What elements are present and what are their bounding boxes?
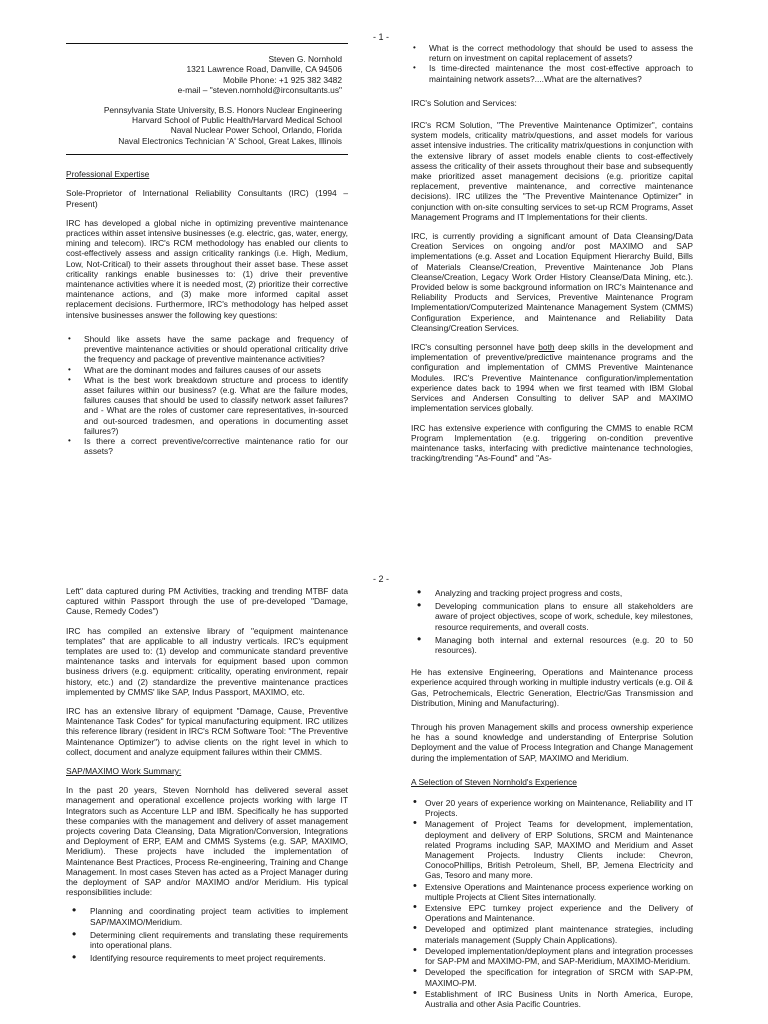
- continued-paragraph: Left" data captured during PM Activities, tracking and trending MTBF data captured within Passport through the use of pre-developed "Damage, Cause, Remedy Codes"): [66, 586, 348, 617]
- section-heading-professional-expertise: Professional Expertise: [66, 169, 150, 180]
- responsibilities-list-continued: [411, 588, 693, 655]
- list-item: • What is the correct methodology that should be used to assess the return on investment on capital replacement of assets?: [411, 43, 693, 63]
- list-item: • Establishment of IRC Business Units in North America, Europe, Australia and other Asia Pacific Countries.: [411, 989, 693, 1009]
- phone: Mobile Phone: +1 925 382 3482: [223, 74, 342, 85]
- page-number: - 2 -: [372, 574, 389, 584]
- list-item: • Developed implementation/deployment plans and integration processes for SAP-PM and MAXIMO-PM, and SAP-Meridium, MAXIMO-Meridium.: [411, 946, 693, 966]
- text-span: deep skills in the development and implementation of preventive/predictive maintenance programs and the configuration and implementation of CMMS Preventive Maintenance Modules. IRC's Preventive Maintenance configuration/implementation experience dates back to 1994 when we first teamed with IBM Global Services and Andersen Consulting to deliver SAP and MAXIMO implementation services globally.: [411, 342, 693, 414]
- list-item: • Is time-directed maintenance the most cost-effective approach to maintaining network assets?....What are the alternatives?: [411, 63, 693, 83]
- key-questions-list: [66, 334, 348, 456]
- intro-paragraph: IRC has developed a global niche in optimizing preventive maintenance practices within asset intensive businesses (e.g. electric, gas, water, energy, mining and telecom). IRC's RCM methodology has enabled our clients to cost-effectively assess and assign criticality rankings (i.e. High, Medium, Low, Not-Critical) to their assets throughout their asset base. These asset criticality rankings enable businesses to: (1) drive their preventive maintenance activities where it is needed most, (2) prioritize their corrective maintenance actions, and (3) make more informed capital asset replacement decisions. Furthermore, IRC's methodology has helped asset intensive businesses answer the following key questions:: [66, 217, 348, 320]
- list-item: • Developed and optimized plant maintenance strategies, including materials management (Supply Chain Applications).: [411, 924, 693, 944]
- list-item: • Analyzing and tracking project progress and costs,: [411, 588, 693, 598]
- key-questions-list-continued: [411, 43, 693, 84]
- paragraph: IRC's RCM Solution, "The Preventive Maintenance Optimizer", contains system models, criticality matrix/questions, and asset models for various asset intensive industries. The criticality matrix/questions in conjunction with the extensive library of asset models enable clients to cost-effectively assess the criticality of their assets throughout their base and subsequently make prioritized asset management decisions (e.g. prioritize capital replacement, preventive maintenance, and corrective maintenance decisions). IRC utilizes the "The Preventive Maintenance Optimizer" in conjunction with on-site consulting services to set-up RCM Programs, Asset Management Programs and IT Implementations for their clients.: [411, 120, 693, 222]
- list-item: • Is there a correct preventive/corrective maintenance ratio for our assets?: [66, 436, 348, 456]
- list-item: • What are the dominant modes and failures causes of our assets: [66, 365, 348, 375]
- text-span: IRC's consulting personnel have: [411, 342, 539, 353]
- list-item: • Management of Project Teams for development, implementation, deployment and delivery of ERP Solutions, SRCM and Maintenance related Programs including SAP, MAXIMO and Meridium and Asset Management Projects. Industry Clients include: Chevron, ConocoPhillips, British Petroleum, Shell, BP, Jemena Electricity and Gas, Tesoro and many more.: [411, 819, 693, 880]
- list-item: • Extensive Operations and Maintenance process experience working on multiple Projects at Client Sites internationally.: [411, 882, 693, 902]
- list-item: • Developed the specification for integration of SRCM with SAP-PM, MAXIMO-PM.: [411, 967, 693, 987]
- role-line: Sole-Proprietor of International Reliability Consultants (IRC) (1994 – Present): [66, 188, 348, 209]
- paragraph: IRC has extensive experience with configuring the CMMS to enable RCM Program Implementation (e.g. triggering on-condition preventive maintenance tasks, interfacing with predictive maintenance technologies, tracking/trending "As-Found" and "As-: [411, 422, 693, 464]
- responsibilities-list: [66, 906, 348, 963]
- header-rule-bottom: [66, 154, 348, 155]
- education-item: Pennsylvania State University, B.S. Honors Nuclear Engineering: [103, 104, 342, 115]
- list-item: • Developing communication plans to ensure all stakeholders are aware of project objectives, scope of work, schedule, key milestones, resource requirements, and overall costs.: [411, 601, 693, 632]
- paragraph: In the past 20 years, Steven Nornhold has delivered several asset management and operational excellence projects working with large IT Integrators such as Accenture LLP and IBM. Specifically he has supported these companies with the management and delivery of asset management projects covering Data Cleansing, Data Migration/Conversion, Integrations and Deployment of ERP, EAM and CMMS Systems (e.g. SAP, MAXIMO, Meridium). These projects have included the implementation of Maintenance Best Practices, Process Re-engineering, Training and Change Management. In most cases Steven has acted as a Project Manager during the deployment of SAP and/or MAXIMO and/or Meridium. His typical responsibilities include:: [66, 785, 348, 898]
- list-item: • Should like assets have the same package and frequency of preventive maintenance activities or should operational criticality drive the frequency and package of preventive maintenance activities?: [66, 334, 348, 365]
- paragraph: IRC has an extensive library of equipment "Damage, Cause, Preventive Maintenance Task Codes" for typical manufacturing equipment. IRC utilizes this reference library (resident in IRC's RCM Software Tool: "The Preventive Maintenance Optimizer") to advise clients on the right level in which to collect, document and analyze equipment failures within their CMMS.: [66, 706, 348, 757]
- list-item: • Managing both internal and external resources (e.g. 20 to 50 resources).: [411, 635, 693, 655]
- contact-block: [66, 54, 348, 96]
- emphasis-both: both: [538, 342, 555, 353]
- list-item: • Planning and coordinating project team activities to implement SAP/MAXIMO/Meridium.: [66, 906, 348, 926]
- list-item: • Identifying resource requirements to meet project requirements.: [66, 953, 348, 963]
- education-item: Naval Nuclear Power School, Orlando, Florida: [170, 125, 342, 136]
- solutions-heading: IRC's Solution and Services:: [411, 97, 517, 108]
- list-item: • Determining client requirements and translating these requirements into operational plans.: [66, 930, 348, 950]
- page2-right-column: [411, 588, 693, 1018]
- paragraph: [411, 342, 693, 413]
- list-item: • Over 20 years of experience working on Maintenance, Reliability and IT Projects.: [411, 798, 693, 818]
- page2-left-column: [66, 586, 348, 973]
- list-item: • What is the best work breakdown structure and process to identify asset failures within our business? (e.g. What are the failure modes, failures causes that should be used to classify network asset failures? and - What are the roles of customer care representatives, in-sourced and out-sourced tradesmen, and operations in documenting asset failures?): [66, 375, 348, 436]
- candidate-name: Steven G. Nornhold: [268, 54, 342, 64]
- email: e-mail – "steven.nornhold@irconsultants.us": [177, 85, 342, 96]
- section-heading-sap-maximo: SAP/MAXIMO Work Summary:: [66, 766, 182, 777]
- paragraph: IRC, is currently providing a significant amount of Data Cleansing/Data Creation Services on ongoing and/or post MAXIMO and SAP implementations (e.g. Asset and Location Equipment Hierarchy Build, Bills of Materials Cleanse/Creation, Preventive Maintenance Job Plans Cleanse/Creation, Legacy Work Order History Cleanse/Data Mining, etc.). Provided below is some background information on IRC's Maintenance and Reliability Products and Services, Preventive Maintenance Program Implementation/Computerized Maintenance Management System (CMMS) Configuration Experience, and Maintenance and Reliability Data Cleansing/Creation Services.: [411, 231, 693, 333]
- page1-left-column: [66, 43, 348, 465]
- education-item: Harvard School of Public Health/Harvard Medical School: [132, 115, 342, 126]
- header-rule-top: [66, 43, 348, 44]
- paragraph: He has extensive Engineering, Operations and Maintenance process experience acquired through working in multiple industry verticals (e.g. Oil & Gas, Petrochemicals, Electric Generation, Electric/Gas Transmission and Distribution, Mining and Manufacturing).: [411, 667, 693, 708]
- experience-list: [411, 798, 693, 1009]
- paragraph: Through his proven Management skills and process ownership experience he has a sound knowledge and understanding of Enterprise Solution Deployment and the value of Process Integration and Change Management during the implementation of SAP, MAXIMO and Meridium.: [411, 722, 693, 763]
- education-item: Naval Electronics Technician 'A' School, Great Lakes, Illinois: [118, 135, 342, 146]
- list-item: • Extensive EPC turnkey project experience and the Delivery of Operations and Maintenance.: [411, 903, 693, 923]
- page1-right-column: [411, 43, 693, 472]
- paragraph: IRC has compiled an extensive library of "equipment maintenance templates" that are applicable to all industry verticals. IRC's equipment templates are used to: (1) develop and communicate standard preventive maintenance tasks and intervals for equipment based upon common business drivers (e.g. equipment: criticality, operating environment, repair history, etc.) and (2) standardize the preventive maintenance practices implemented by CMMS' like SAP, Indus Passport, MAXIMO, etc.: [66, 625, 348, 697]
- page-number: - 1 -: [372, 32, 389, 42]
- education-block: [66, 105, 348, 147]
- section-heading-experience: A Selection of Steven Nornhold's Experience: [411, 776, 577, 787]
- address: 1321 Lawrence Road, Danville, CA 94506: [186, 64, 342, 75]
